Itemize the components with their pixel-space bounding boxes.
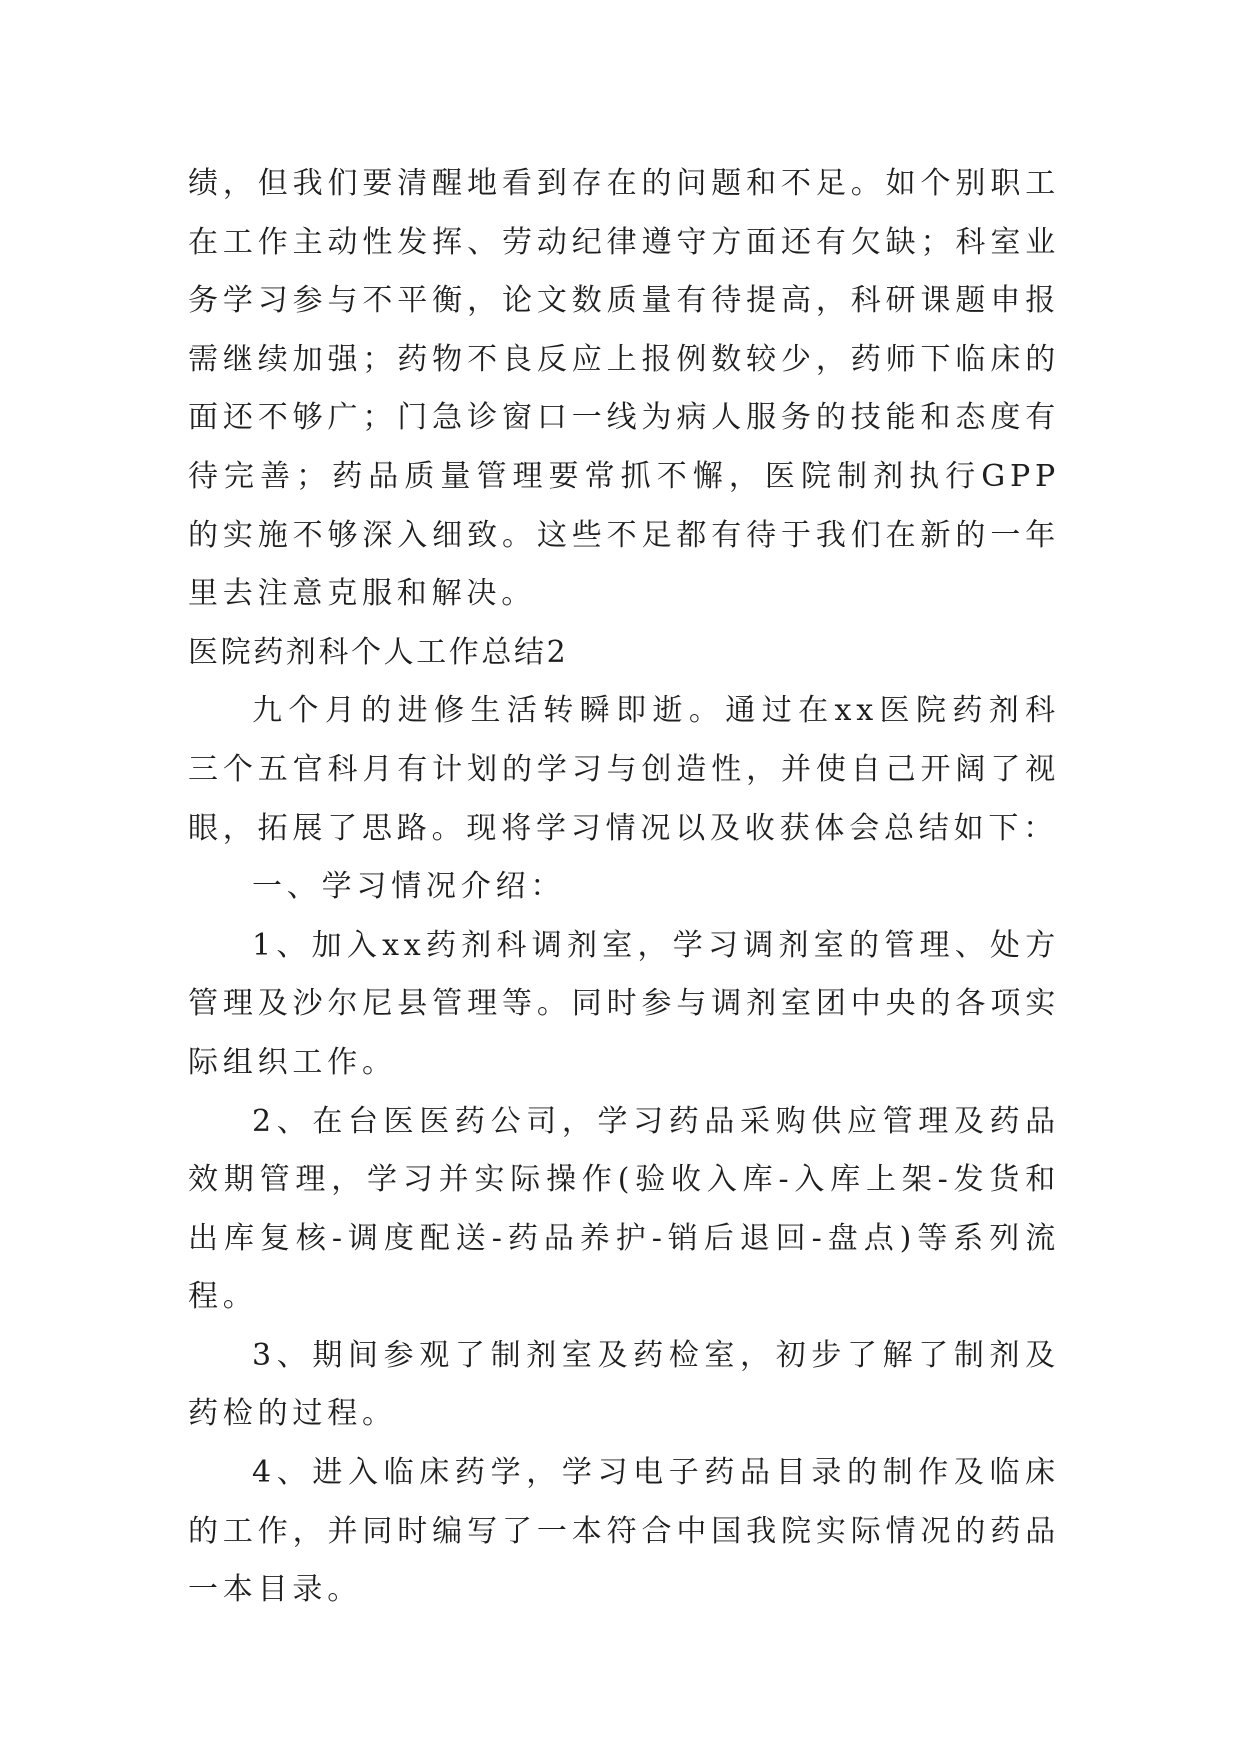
paragraph-shortcomings: 绩，但我们要清醒地看到存在的问题和不足。如个别职工在工作主动性发挥、劳动纪律遵守方面还有欠缺；科室业务学习参与不平衡，论文数质量有待提高，科研课题申报需继续加强；药物不良反应上报例数较少，药师下临床的面还不够广；门急诊窗口一线为病人服务的技能和态度有待完善；药品质量管理要常抓不懈，医院制剂执行GPP的实施不够深入细致。这些不足都有待于我们在新的一年里去注意克服和解决。: [188, 166, 1060, 612]
document-body: [188, 155, 1060, 1620]
list-item-2: 2、在台医医药公司，学习药品采购供应管理及药品效期管理，学习并实际操作(验收入库-入库上架-发货和出库复核-调度配送-药品养护-销后退回-盘点)等系列流程。: [188, 1103, 1060, 1315]
paragraph-intro: 九个月的进修生活转瞬即逝。通过在xx医院药剂科三个五官科月有计划的学习与创造性，并使自己开阔了视眼，拓展了思路。现将学习情况以及收获体会总结如下：: [188, 693, 1060, 846]
section-heading: 医院药剂科个人工作总结2: [188, 634, 569, 670]
list-item-4: 4、进入临床药学，学习电子药品目录的制作及临床的工作，并同时编写了一本符合中国我院实际情况的药品一本目录。: [188, 1455, 1060, 1608]
list-item-1: 1、加入xx药剂科调剂室，学习调剂室的管理、处方管理及沙尔尼县管理等。同时参与调剂室团中央的各项实际组织工作。: [188, 927, 1060, 1080]
subheading-study-overview: 一、学习情况介绍：: [252, 869, 566, 905]
list-item-3: 3、期间参观了制剂室及药检室，初步了解了制剂及药检的过程。: [188, 1337, 1060, 1432]
